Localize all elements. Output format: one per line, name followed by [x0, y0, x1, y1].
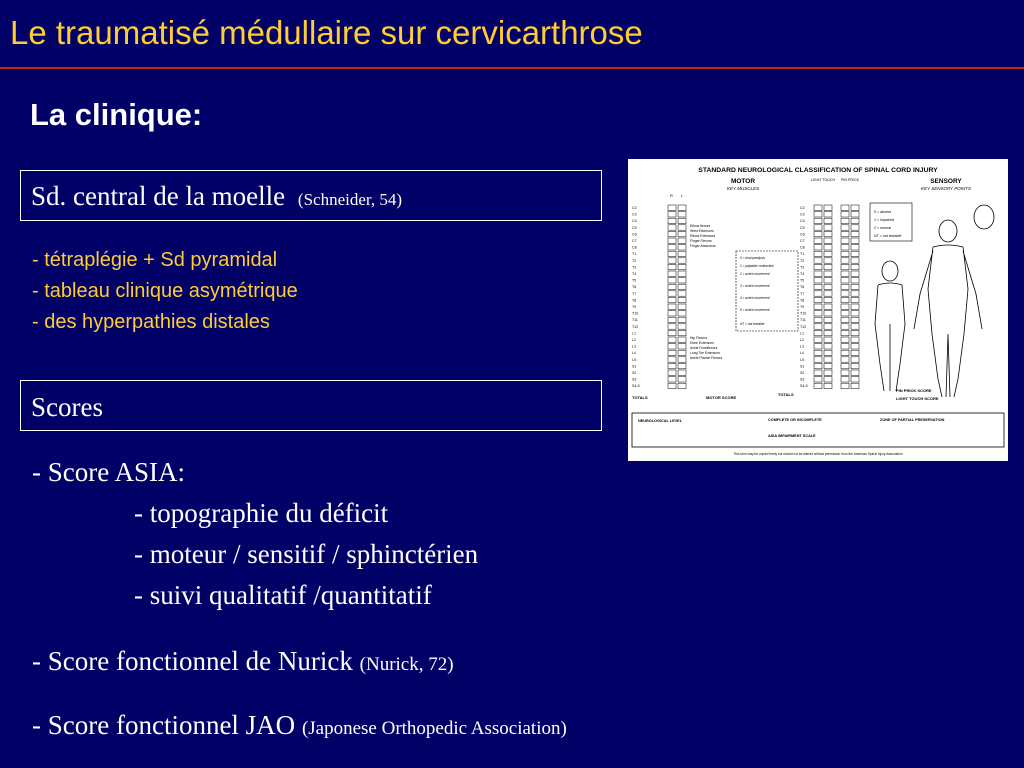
level-checkbox [814, 317, 822, 322]
level-label: T5 [632, 278, 637, 283]
level-checkbox [851, 350, 859, 355]
level-checkbox [814, 330, 822, 335]
level-checkbox [678, 251, 686, 256]
muscle-label: Elbow flexors [690, 224, 711, 228]
level-checkbox [668, 377, 676, 382]
level-checkbox [851, 317, 859, 322]
level-label: C5 [800, 225, 805, 230]
sensory-legend-item: 1 = impaired [874, 218, 894, 222]
level-checkbox [814, 344, 822, 349]
muscle-label: Long Toe Extensors [690, 351, 720, 355]
level-checkbox [851, 251, 859, 256]
totals-label-right: TOTALS [778, 392, 794, 397]
level-label: T5 [800, 278, 805, 283]
level-checkbox [851, 271, 859, 276]
level-checkbox [668, 291, 676, 296]
level-checkbox [678, 231, 686, 236]
level-checkbox [678, 304, 686, 309]
level-checkbox [814, 264, 822, 269]
level-label: S1 [632, 364, 637, 369]
totals-section [632, 388, 1004, 456]
level-checkbox [824, 251, 832, 256]
level-checkbox [824, 291, 832, 296]
level-label: S4-5 [800, 384, 808, 389]
level-checkbox [668, 245, 676, 250]
level-checkbox [841, 383, 849, 388]
level-checkbox [678, 264, 686, 269]
level-checkbox [668, 297, 676, 302]
level-label: T2 [632, 258, 637, 263]
level-label: C3 [632, 212, 637, 217]
level-label: C4 [800, 219, 805, 224]
level-checkbox [814, 337, 822, 342]
zone-label: ZONE OF PARTIAL PRESERVATION [880, 418, 945, 422]
level-checkbox [824, 337, 832, 342]
level-checkbox [851, 284, 859, 289]
nurick-label: - Score fonctionnel de Nurick [32, 646, 353, 676]
level-checkbox [841, 278, 849, 283]
level-checkbox [841, 330, 849, 335]
complete-label: COMPLETE OR INCOMPLETE [768, 418, 822, 422]
level-checkbox [824, 245, 832, 250]
list-item: - des hyperpathies distales [32, 311, 270, 333]
level-checkbox [814, 271, 822, 276]
back-head-icon [882, 261, 898, 281]
muscle-label: Elbow Extensors [690, 234, 716, 238]
level-checkbox [668, 344, 676, 349]
level-checkbox [814, 231, 822, 236]
muscle-label: Ankle Dorsiflexors [690, 346, 718, 350]
level-checkbox [814, 350, 822, 355]
level-checkbox [841, 350, 849, 355]
level-checkbox [851, 205, 859, 210]
level-checkbox [841, 251, 849, 256]
level-checkbox [824, 377, 832, 382]
level-checkbox [668, 317, 676, 322]
sensory-legend-item: 2 = normal [874, 226, 892, 230]
level-checkbox [814, 238, 822, 243]
asia-heading: - Score ASIA: [32, 457, 185, 487]
level-checkbox [668, 258, 676, 263]
level-label: S3 [632, 377, 637, 382]
level-checkbox [841, 317, 849, 322]
level-checkbox [814, 258, 822, 263]
back-body-icon [875, 283, 905, 391]
form-footer: This form may be copied freely but should not be altered without permission from the American Spinal Injury Association [733, 452, 903, 456]
level-label: L5 [800, 357, 804, 362]
nurick-score-line [32, 646, 454, 677]
level-checkbox [814, 245, 822, 250]
level-checkbox [824, 383, 832, 388]
level-label: T8 [800, 298, 805, 303]
level-checkbox [841, 337, 849, 342]
level-checkbox [678, 205, 686, 210]
list-item: - tableau clinique asymétrique [32, 280, 298, 302]
level-checkbox [814, 212, 822, 217]
form-r-label: R [670, 193, 673, 198]
level-checkbox [678, 284, 686, 289]
central-cord-reference: (Schneider, 54) [297, 190, 403, 209]
level-checkbox [824, 284, 832, 289]
level-checkbox [841, 370, 849, 375]
title-divider [0, 67, 1024, 69]
grading-item: 1 = palpable contraction [740, 264, 774, 268]
level-label: L5 [632, 357, 636, 362]
level-checkbox [668, 304, 676, 309]
level-checkbox [814, 284, 822, 289]
level-label: C4 [632, 219, 637, 224]
level-checkbox [851, 337, 859, 342]
level-checkbox [841, 225, 849, 230]
level-checkbox [668, 231, 676, 236]
level-checkbox [678, 370, 686, 375]
level-label: L1 [800, 331, 804, 336]
pin-prick-score-label: PIN PRICK SCORE [896, 388, 932, 393]
level-checkbox [841, 311, 849, 316]
level-checkbox [841, 231, 849, 236]
level-checkbox [851, 291, 859, 296]
level-checkbox [824, 350, 832, 355]
level-checkbox [851, 357, 859, 362]
asia-score-block [32, 452, 478, 616]
level-checkbox [814, 225, 822, 230]
asia-form-drawing [628, 159, 1008, 461]
level-checkbox [824, 231, 832, 236]
level-checkbox [824, 304, 832, 309]
level-checkbox [841, 297, 849, 302]
level-label: T9 [800, 305, 805, 309]
level-checkbox [824, 278, 832, 283]
form-sensory-heading: SENSORY [930, 178, 962, 185]
level-label: C7 [800, 239, 805, 243]
level-checkbox [824, 218, 832, 223]
level-checkbox [814, 297, 822, 302]
level-checkbox [851, 363, 859, 368]
level-checkbox [841, 245, 849, 250]
level-checkbox [678, 357, 686, 362]
level-checkbox [678, 271, 686, 276]
level-checkbox [841, 212, 849, 217]
level-checkbox [668, 205, 676, 210]
level-label: L2 [800, 338, 804, 342]
level-label: T12 [800, 324, 807, 329]
level-checkbox [668, 383, 676, 388]
level-checkbox [824, 357, 832, 362]
level-checkbox [841, 258, 849, 263]
level-label: C2 [800, 206, 805, 210]
grading-item: 0 = total paralysis [740, 256, 765, 260]
level-checkbox [851, 238, 859, 243]
level-label: T9 [632, 305, 637, 309]
level-checkbox [851, 377, 859, 382]
muscle-label: Finger Flexors [690, 239, 712, 243]
level-checkbox [668, 218, 676, 223]
level-label: C3 [800, 212, 805, 217]
level-checkbox [851, 304, 859, 309]
level-label: S2 [800, 371, 805, 375]
level-checkbox [824, 258, 832, 263]
muscle-label: Wrist Extensors [690, 229, 714, 233]
level-checkbox [824, 344, 832, 349]
form-l-label: L [681, 193, 684, 198]
nurick-reference: (Nurick, 72) [359, 654, 454, 675]
form-motor-heading: MOTOR [730, 178, 756, 185]
level-checkbox [824, 363, 832, 368]
grading-item: NT = not testable [740, 322, 765, 326]
level-label: L4 [632, 351, 636, 356]
level-checkbox [841, 264, 849, 269]
level-label: T11 [632, 318, 638, 323]
level-label: C6 [632, 232, 637, 237]
grading-item: 4 = active movement [740, 296, 770, 300]
level-checkbox [678, 258, 686, 263]
level-checkbox [841, 377, 849, 382]
level-checkbox [678, 337, 686, 342]
level-label: T4 [632, 272, 637, 276]
level-checkbox [824, 370, 832, 375]
level-checkbox [851, 225, 859, 230]
sensory-legend [870, 203, 912, 241]
level-label: T3 [632, 265, 637, 270]
level-checkbox [841, 363, 849, 368]
level-label: C2 [632, 206, 637, 210]
motor-muscle-labels [690, 224, 723, 360]
level-label: T10 [632, 311, 639, 316]
level-checkbox [678, 317, 686, 322]
level-checkbox [851, 383, 859, 388]
sensory-legend-item: NT = not testable [874, 234, 902, 238]
level-checkbox [814, 304, 822, 309]
level-checkbox [851, 370, 859, 375]
level-checkbox [851, 264, 859, 269]
muscle-label: Finger Abductors [690, 244, 716, 248]
form-light-touch-heading: LIGHT TOUCH [810, 178, 836, 182]
level-checkbox [851, 212, 859, 217]
level-checkbox [678, 245, 686, 250]
level-label: L4 [800, 351, 804, 356]
level-checkbox [824, 330, 832, 335]
form-motor-sub: KEY MUSCLES [727, 186, 759, 191]
light-touch-score-label: LIGHT TOUCH SCORE [896, 396, 939, 401]
asia-form-image [628, 159, 1008, 461]
level-checkbox [678, 344, 686, 349]
sensory-legend-item: 0 = absent [874, 210, 891, 214]
level-checkbox [668, 278, 676, 283]
level-checkbox [668, 311, 676, 316]
level-checkbox [824, 212, 832, 217]
level-checkbox [841, 344, 849, 349]
level-checkbox [824, 311, 832, 316]
jao-score-line [32, 710, 567, 741]
level-checkbox [678, 363, 686, 368]
level-checkbox [668, 225, 676, 230]
level-checkbox [851, 344, 859, 349]
list-item: - suivi qualitatif /quantitatif [134, 580, 432, 610]
level-checkbox [841, 284, 849, 289]
level-checkbox [824, 271, 832, 276]
level-checkbox [841, 324, 849, 329]
level-checkbox [824, 264, 832, 269]
front-head-icon [939, 220, 957, 242]
level-checkbox [814, 205, 822, 210]
jao-reference: (Japonese Orthopedic Association) [301, 718, 567, 739]
level-checkbox [824, 225, 832, 230]
totals-label: TOTALS [632, 395, 648, 400]
level-label: T6 [632, 285, 637, 290]
level-checkbox [851, 330, 859, 335]
level-label: C7 [632, 239, 637, 243]
level-checkbox [814, 311, 822, 316]
level-checkbox [814, 324, 822, 329]
level-checkbox [668, 264, 676, 269]
level-label: T10 [800, 311, 807, 316]
level-checkbox [678, 218, 686, 223]
level-checkbox [851, 324, 859, 329]
level-checkbox [841, 304, 849, 309]
list-item: - tétraplégie + Sd pyramidal [32, 249, 278, 271]
level-label: T6 [800, 285, 805, 290]
form-pin-prick-heading: PIN PRICK [841, 178, 859, 182]
level-checkbox [668, 363, 676, 368]
grading-item: 2 = active movement [740, 272, 770, 276]
level-label: T4 [800, 272, 805, 276]
level-checkbox [678, 291, 686, 296]
asia-scale-label: ASIA IMPAIRMENT SCALE [768, 434, 816, 438]
level-checkbox [668, 357, 676, 362]
front-body-icon [914, 245, 982, 397]
level-label: S1 [800, 364, 805, 369]
level-checkbox [678, 324, 686, 329]
level-checkbox [668, 370, 676, 375]
slide-title: Le traumatisé médullaire sur cervicarthrose [10, 14, 643, 51]
grading-item: 5 = active movement [740, 308, 770, 312]
level-checkbox [678, 377, 686, 382]
level-checkbox [824, 238, 832, 243]
level-checkbox [678, 383, 686, 388]
level-label: L1 [632, 331, 636, 336]
level-checkbox [851, 218, 859, 223]
level-checkbox [814, 357, 822, 362]
level-checkbox [851, 245, 859, 250]
level-checkbox [841, 291, 849, 296]
level-label: T1 [800, 252, 805, 257]
level-checkbox [841, 218, 849, 223]
form-title: STANDARD NEUROLOGICAL CLASSIFICATION OF SPINAL CORD INJURY [698, 167, 938, 174]
level-label: C5 [632, 225, 637, 230]
level-checkbox [814, 218, 822, 223]
level-checkbox [678, 238, 686, 243]
scores-box [20, 380, 602, 431]
level-label: T12 [632, 324, 639, 329]
level-checkbox [851, 297, 859, 302]
grading-legend [736, 251, 798, 331]
neuro-level-label: NEUROLOGICAL LEVEL [638, 419, 683, 423]
level-checkbox [668, 238, 676, 243]
level-checkbox [668, 350, 676, 355]
level-label: C8 [632, 245, 637, 250]
level-checkbox [851, 258, 859, 263]
level-checkbox [814, 363, 822, 368]
level-checkbox [678, 212, 686, 217]
level-checkbox [678, 278, 686, 283]
level-label: T7 [632, 291, 637, 296]
level-checkbox [668, 330, 676, 335]
grading-item: 3 = active movement [740, 284, 770, 288]
level-checkbox [824, 317, 832, 322]
level-checkbox [814, 278, 822, 283]
level-checkbox [668, 271, 676, 276]
muscle-label: Knee Extensors [690, 341, 714, 345]
level-label: T1 [632, 252, 637, 257]
jao-label: - Score fonctionnel JAO [32, 710, 296, 740]
side-head-icon [974, 205, 994, 229]
level-label: C8 [800, 245, 805, 250]
level-checkbox [668, 324, 676, 329]
central-cord-box [20, 170, 602, 221]
level-checkbox [841, 271, 849, 276]
level-checkbox [851, 311, 859, 316]
level-checkbox [824, 297, 832, 302]
level-checkbox [668, 251, 676, 256]
level-checkbox [678, 311, 686, 316]
level-checkbox [678, 225, 686, 230]
level-label: L2 [632, 338, 636, 342]
level-label: L3 [800, 344, 804, 349]
level-checkbox [841, 357, 849, 362]
level-label: S2 [632, 371, 637, 375]
level-checkbox [824, 324, 832, 329]
level-checkbox [668, 284, 676, 289]
level-label: T11 [800, 318, 806, 323]
level-checkbox [841, 205, 849, 210]
level-label: T7 [800, 291, 805, 296]
central-cord-label: Sd. central de la moelle [31, 181, 286, 211]
form-sensory-sub: KEY SENSORY POINTS [921, 186, 971, 191]
level-label: L3 [632, 344, 636, 349]
level-checkbox [678, 350, 686, 355]
level-checkbox [841, 238, 849, 243]
level-label: T2 [800, 258, 805, 263]
level-checkbox [851, 231, 859, 236]
central-cord-list [32, 245, 298, 338]
section-subtitle: La clinique: [30, 97, 203, 132]
level-checkbox [824, 205, 832, 210]
level-label: S4-5 [632, 384, 640, 389]
level-checkbox [668, 212, 676, 217]
level-checkbox [814, 370, 822, 375]
level-checkbox [814, 291, 822, 296]
level-checkbox [668, 337, 676, 342]
muscle-label: Ankle Plantar Flexors [690, 356, 723, 360]
level-label: S3 [800, 377, 805, 382]
motor-score-label: MOTOR SCORE [706, 395, 737, 400]
list-item: - moteur / sensitif / sphinctérien [134, 539, 479, 569]
level-checkbox [814, 377, 822, 382]
level-checkbox [851, 278, 859, 283]
muscle-label: Hip Flexors [690, 336, 708, 340]
level-label: C6 [800, 232, 805, 237]
level-label: T8 [632, 298, 637, 303]
level-checkbox [814, 383, 822, 388]
level-checkbox [678, 330, 686, 335]
scores-label: Scores [31, 392, 103, 422]
level-label: T3 [800, 265, 805, 270]
level-checkbox [678, 297, 686, 302]
list-item: - topographie du déficit [134, 498, 389, 528]
level-checkbox [814, 251, 822, 256]
